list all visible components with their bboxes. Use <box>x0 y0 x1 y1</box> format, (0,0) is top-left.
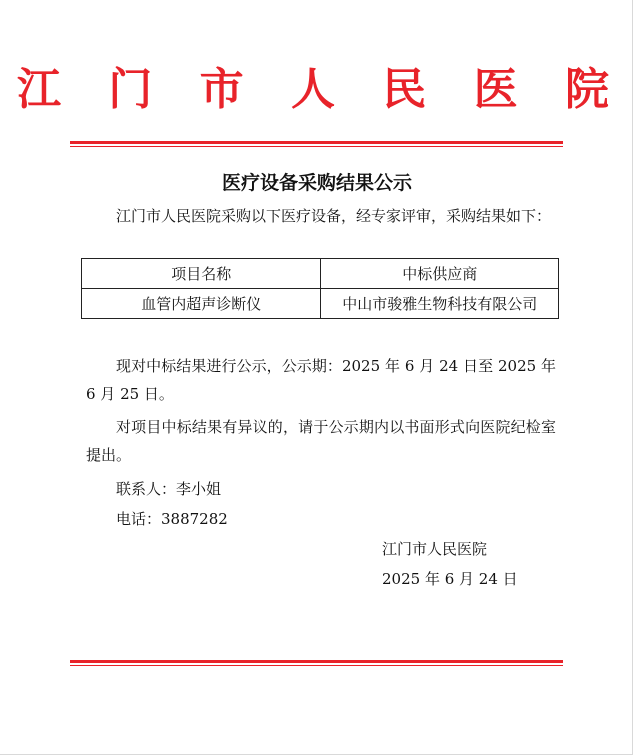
cell-item-name: 血管内超声诊断仪 <box>82 289 321 319</box>
header-divider <box>70 141 563 147</box>
header-item-name: 项目名称 <box>82 259 321 289</box>
signature-org: 江门市人民医院 <box>382 540 488 558</box>
notice-paragraph <box>86 352 556 408</box>
footer-divider <box>70 660 563 666</box>
intro-paragraph <box>86 202 556 230</box>
intro-text: 江门市人民医院采购以下医疗设备，经专家评审，采购结果如下： <box>116 207 552 225</box>
table-header-row <box>82 259 559 289</box>
document-title: 医疗设备采购结果公示 <box>221 172 412 194</box>
signature-date: 2025 年 6 月 24 日 <box>382 570 518 588</box>
notice-text: 现对中标结果进行公示，公示期：2025 年 6 月 24 日至 2025 年 6 月 25 日。 <box>86 357 556 403</box>
contact-person: 联系人：李小姐 <box>116 480 222 498</box>
cell-winning-supplier: 中山市骏雅生物科技有限公司 <box>321 289 559 319</box>
header-winning-supplier: 中标供应商 <box>321 259 559 289</box>
header-divider-thick <box>70 141 563 144</box>
contact-phone: 电话：3887282 <box>116 510 228 528</box>
header-divider-thin <box>70 146 563 147</box>
objection-paragraph <box>86 413 556 469</box>
hospital-letterhead: 江 门 市 人 民 医 院 <box>17 64 625 115</box>
result-table <box>81 258 559 319</box>
footer-divider-thin <box>70 665 563 666</box>
table-row <box>82 289 559 319</box>
footer-divider-thick <box>70 660 563 663</box>
objection-text: 对项目中标结果有异议的，请于公示期内以书面形式向医院纪检室提出。 <box>86 418 556 464</box>
